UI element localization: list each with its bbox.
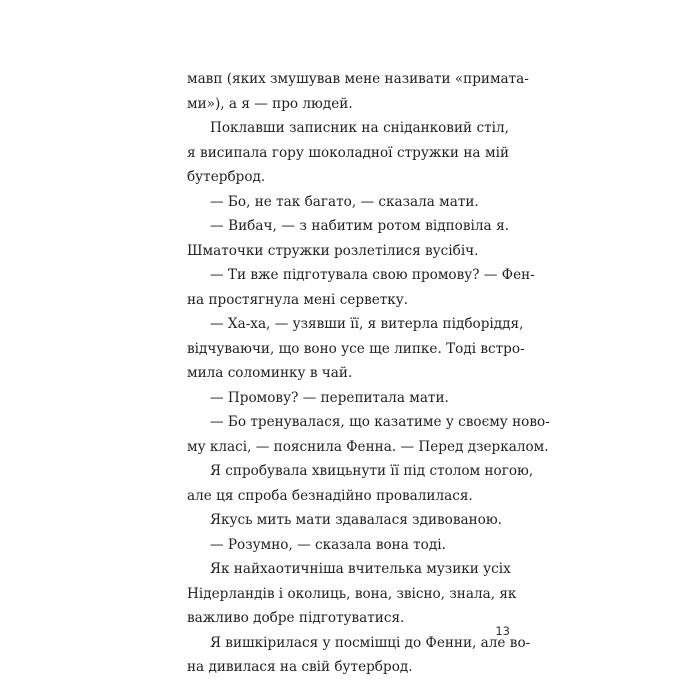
text-line: на дивилася на свій бутерброд. [187, 659, 413, 675]
text-line: Я спробувала хвицьнути її під столом ногою, [210, 463, 534, 479]
text-line: Шматочки стружки розлетілися вусібіч. [187, 242, 479, 259]
text-line: Якусь мить мати здавалася здивованою. [210, 512, 503, 528]
text-line: — Розумно, — сказала вона тоді. [210, 536, 446, 553]
text-line: мила соломинку в чай. [187, 365, 353, 381]
text-line: Нідерландів і околиць, вона, звісно, знала, як [187, 585, 517, 602]
text-line: му класі, — пояснила Фенна. — Перед дзеркалом. [187, 438, 549, 455]
text-line: ми»), а я — про людей. [187, 95, 353, 112]
text-line: але ця спроба безнадійно провалилася. [187, 487, 473, 504]
text-line: бутерброд. [187, 169, 266, 185]
text-line: відчуваючи, що воно усе ще липке. Тоді встро- [187, 340, 525, 357]
page-number: 13 [495, 624, 510, 638]
text-line: Поклавши записник на сніданковий стіл, [210, 120, 509, 136]
text-line: я висипала гору шоколадної стружки на мій [187, 144, 509, 161]
text-line: Я вишкірилася у посмішці до Фенни, але во- [210, 634, 531, 651]
text-line: — Бо тренувалася, що казатиме у своєму ново- [210, 414, 550, 430]
text-line: Як найхаотичніша вчителька музики усіх [210, 561, 511, 577]
text-line: — Промову? — перепитала мати. [210, 389, 449, 406]
text-line: — Ха-ха, — узявши її, я витерла підборіддя, [210, 316, 524, 332]
text-line: на простягнула мені серветку. [187, 291, 409, 308]
text-line: — Бо, не так багато, — сказала мати. [210, 193, 479, 210]
text-line: — Ти вже підготувала свою промову? — Фен- [210, 267, 535, 283]
text-line: — Вибач, — з набитим ротом відповіла я. [210, 218, 509, 234]
body-text [187, 67, 550, 680]
text-line: важливо добре підготуватися. [187, 610, 405, 626]
text-line: мавп (яких змушував мене називати «примата- [187, 71, 529, 87]
